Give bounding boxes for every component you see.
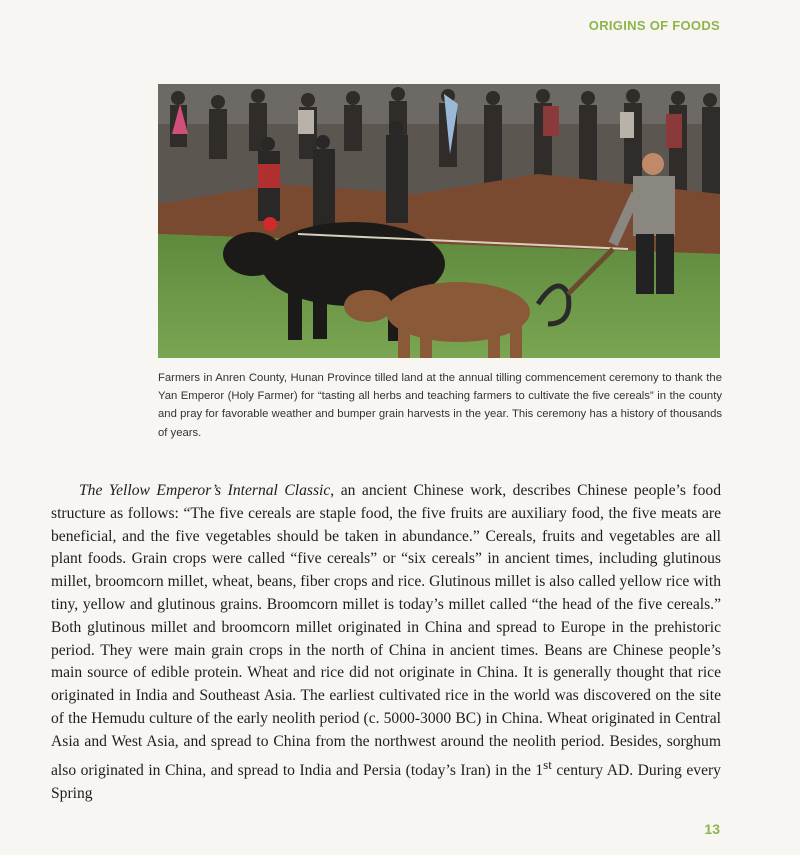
ceremony-illustration bbox=[158, 84, 720, 358]
page-number: 13 bbox=[704, 821, 720, 837]
photo-caption: Farmers in Anren County, Hunan Province tilled land at the annual tilling commencement ceremony to thank the Yan Emperor (Holy Farmer) for “tasting all herbs and teaching farmers to cultivate the five cereals” in the county and pray for favorable weather and bumper grain harvests in the year. This ceremony has a history of thousands of years. bbox=[158, 372, 722, 439]
ceremony-photo bbox=[158, 84, 720, 358]
book-title: The Yellow Emperor’s Internal Classic bbox=[79, 482, 331, 499]
section-title: ORIGINS OF FOODS bbox=[588, 18, 720, 33]
body-text-end: century AD. During every Spring bbox=[51, 761, 721, 802]
body-text-main: , an ancient Chinese work, describes Chinese people’s food structure as follows: “The five cereals are staple food, the five fruits are auxiliary food, the five meats are beneficial, and the five vegetables should be taken in abundance.” Cereals, fruits and vegetables are all plant foods. Grain crops were called “five cereals” or “six cereals” in ancient times, including glutinous millet, broomcorn millet, wheat, beans, fiber crops and rice. Glutinous millet is also called yellow rice with tiny, yellow and glutinous grains. Broomcorn millet is today’s millet called “the head of the five cereals.” Both glutinous millet and broomcorn millet originated in China and spread to Europe in the prehistoric period. They were main grain crops in the north of China in ancient times. Beans are Chinese people’s main source of edible protein. Wheat and rice did not originate in China. It is generally thought that rice originated in India and Southeast Asia. The earliest cultivated rice in the world was discovered on the site of the Hemudu culture of the early neolith period (c. 5000-3000 BC) in China. Wheat originated in Central Asia and West Asia, and spread to China from the northwest around the neolith period. Besides, sorghum also originated in China, and spread to India and Persia (today’s Iran) in the 1 bbox=[51, 482, 721, 779]
body-paragraph bbox=[51, 480, 721, 805]
ordinal-superscript: st bbox=[543, 756, 552, 772]
